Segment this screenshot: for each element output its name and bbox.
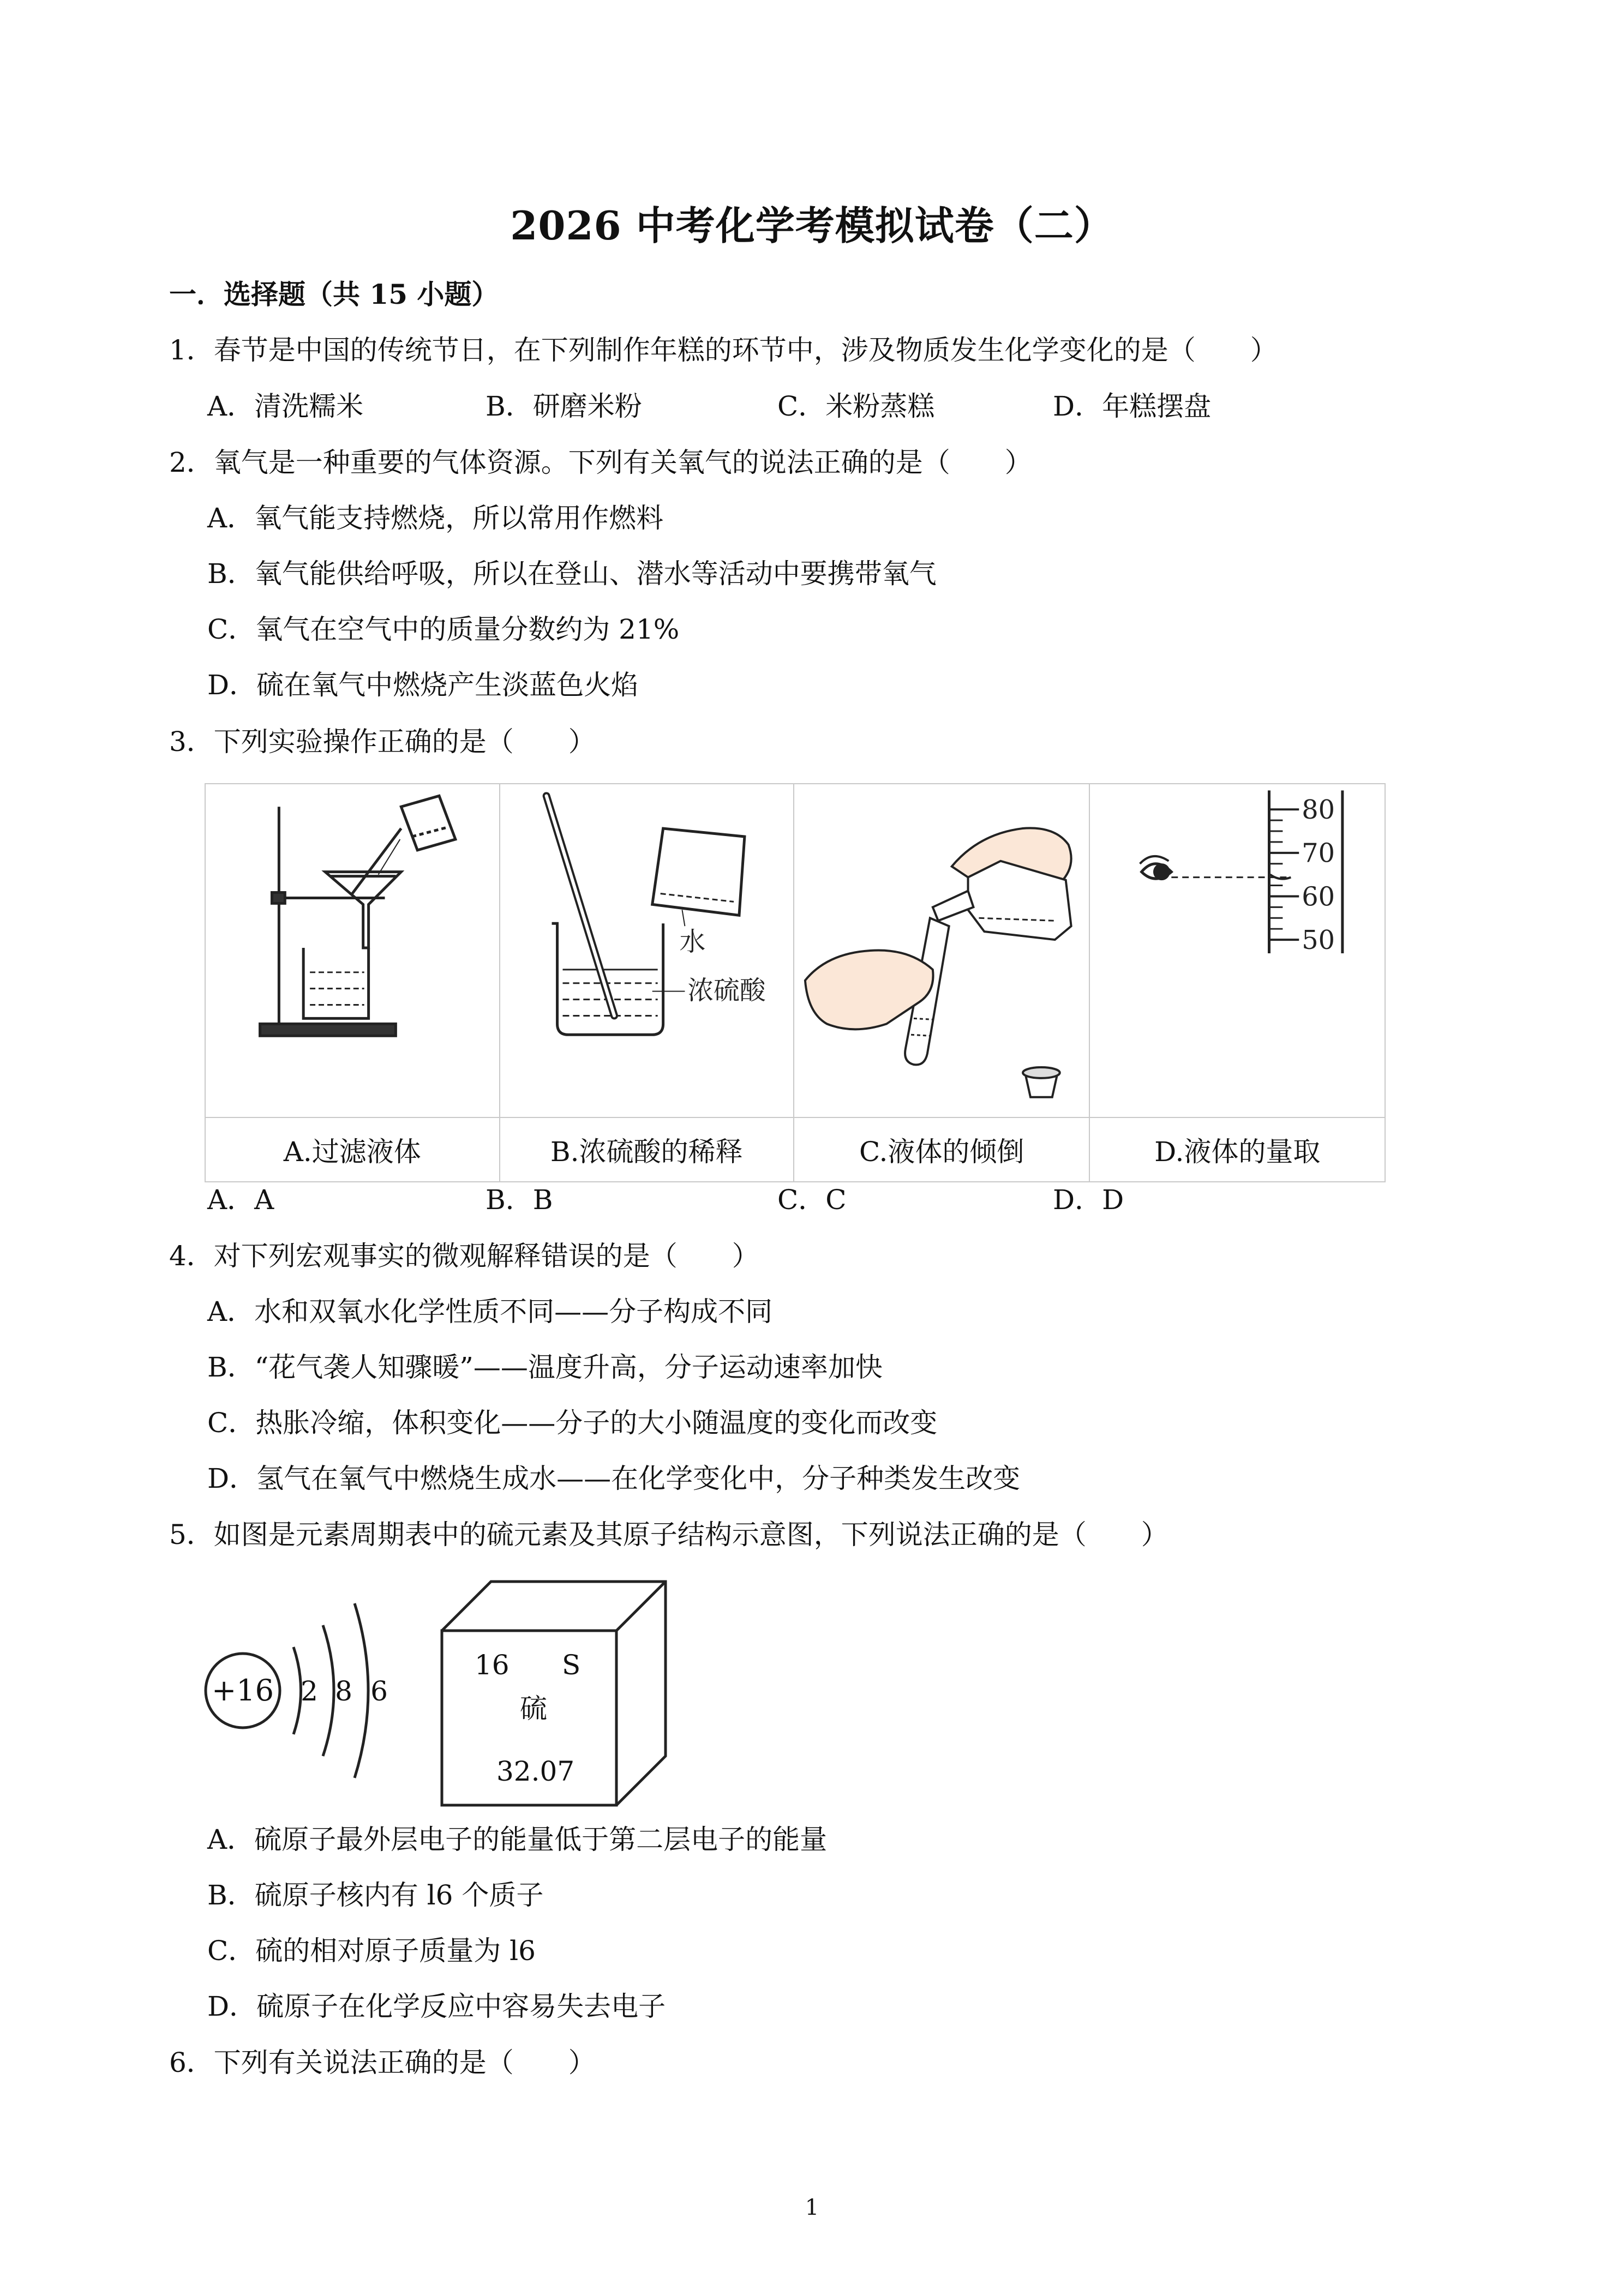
question-2-stem: 2．氧气是一种重要的气体资源。下列有关氧气的说法正确的是（ ） bbox=[169, 447, 1032, 478]
atomic-mass: 32.07 bbox=[496, 1756, 575, 1787]
q2-option-c[interactable]: C．氧气在空气中的质量分数约为 21% bbox=[207, 614, 680, 645]
figure-c-liquid-pouring bbox=[794, 784, 1089, 1117]
q4-option-c[interactable]: C．热胀冷缩，体积变化——分子的大小随温度的变化而改变 bbox=[207, 1407, 938, 1439]
caption-d: D.液体的量取 bbox=[1089, 1117, 1385, 1182]
q5-option-a[interactable]: A．硫原子最外层电子的能量低于第二层电子的能量 bbox=[207, 1824, 828, 1855]
q3-option-b[interactable]: B．B bbox=[486, 1184, 553, 1216]
page-number: 1 bbox=[805, 2195, 819, 2220]
element-name: 硫 bbox=[520, 1693, 547, 1724]
question-1-stem: 1．春节是中国的传统节日，在下列制作年糕的环节中，涉及物质发生化学变化的是（ ） bbox=[169, 334, 1278, 366]
q2-option-b[interactable]: B．氧气能供给呼吸，所以在登山、潜水等活动中要携带氧气 bbox=[207, 558, 937, 590]
q4-option-a[interactable]: A．水和双氧水化学性质不同——分子构成不同 bbox=[207, 1296, 773, 1327]
question-4-stem: 4．对下列宏观事实的微观解释错误的是（ ） bbox=[169, 1240, 759, 1272]
q4-option-d[interactable]: D．氢气在氧气中燃烧生成水——在化学变化中，分子种类发生改变 bbox=[207, 1463, 1021, 1494]
shell-2-electrons: 8 bbox=[335, 1675, 352, 1707]
q3-option-c[interactable]: C．C bbox=[777, 1184, 847, 1216]
section-heading: 一．选择题（共 15 小题） bbox=[169, 278, 499, 310]
question-6-stem: 6．下列有关说法正确的是（ ） bbox=[169, 2047, 596, 2078]
acid-dilution-icon bbox=[500, 784, 794, 1117]
q2-option-d[interactable]: D．硫在氧气中燃烧产生淡蓝色火焰 bbox=[207, 669, 639, 701]
q5-option-b[interactable]: B．硫原子核内有 l6 个质子 bbox=[207, 1879, 544, 1911]
scale-mark-60: 60 bbox=[1302, 882, 1335, 912]
figure-d-measuring bbox=[1089, 784, 1385, 1117]
page-title: 2026 中考化学考模拟试卷（二） bbox=[510, 202, 1114, 249]
nucleus-charge: +16 bbox=[212, 1673, 274, 1708]
label-water: 水 bbox=[679, 927, 705, 957]
shell-3-electrons: 6 bbox=[370, 1675, 388, 1707]
q5-option-d[interactable]: D．硫原子在化学反应中容易失去电子 bbox=[207, 1991, 666, 2022]
caption-a: A.过滤液体 bbox=[205, 1117, 500, 1182]
q3-option-a[interactable]: A．A bbox=[207, 1184, 274, 1216]
question-3-stem: 3．下列实验操作正确的是（ ） bbox=[169, 726, 596, 758]
q1-option-d[interactable]: D．年糕摆盘 bbox=[1053, 390, 1212, 422]
label-acid: 浓硫酸 bbox=[687, 976, 766, 1006]
caption-c: C.液体的倾倒 bbox=[794, 1117, 1089, 1182]
scale-mark-50: 50 bbox=[1302, 925, 1335, 956]
q2-option-a[interactable]: A．氧气能支持燃烧，所以常用作燃料 bbox=[207, 502, 664, 534]
q1-option-c[interactable]: C．米粉蒸糕 bbox=[777, 390, 935, 422]
q4-option-b[interactable]: B．“花气袭人知骤暖”——温度升高，分子运动速率加快 bbox=[207, 1351, 883, 1383]
q3-figure-table bbox=[205, 783, 1386, 1182]
atomic-number: 16 bbox=[475, 1649, 510, 1681]
filtration-apparatus-icon bbox=[206, 784, 499, 1117]
figure-b-acid-dilution bbox=[500, 784, 794, 1117]
shell-1-electrons: 2 bbox=[301, 1675, 318, 1707]
caption-b: B.浓硫酸的稀释 bbox=[500, 1117, 794, 1182]
q1-option-b[interactable]: B．研磨米粉 bbox=[486, 390, 642, 422]
sulfur-atom-figure bbox=[202, 1571, 693, 1811]
liquid-pouring-icon bbox=[794, 784, 1089, 1117]
scale-mark-80: 80 bbox=[1302, 795, 1335, 826]
q1-option-a[interactable]: A．清洗糯米 bbox=[207, 390, 364, 422]
question-5-stem: 5．如图是元素周期表中的硫元素及其原子结构示意图，下列说法正确的是（ ） bbox=[169, 1519, 1168, 1550]
figure-a-filtration bbox=[205, 784, 500, 1117]
q3-option-d[interactable]: D．D bbox=[1053, 1184, 1124, 1216]
scale-mark-70: 70 bbox=[1302, 838, 1335, 869]
element-symbol: S bbox=[562, 1649, 581, 1681]
q5-option-c[interactable]: C．硫的相对原子质量为 l6 bbox=[207, 1935, 536, 1967]
graduated-cylinder-icon bbox=[1090, 784, 1385, 1117]
